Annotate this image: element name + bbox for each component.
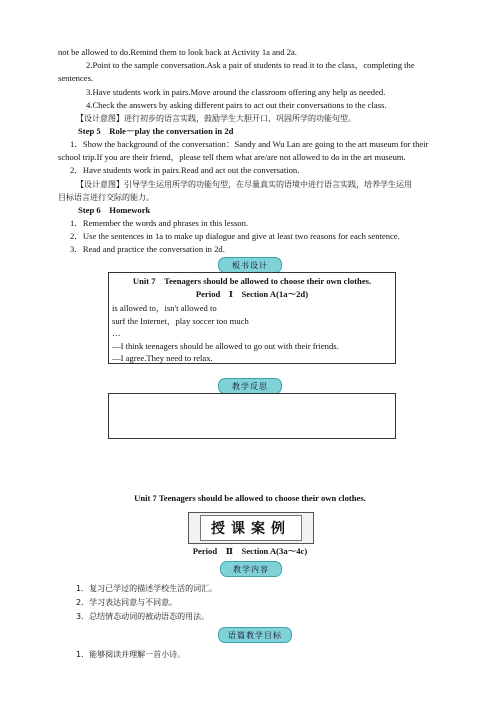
text-line: 3．Read and practice the conversation in 2d.	[70, 244, 225, 254]
text-line: 4.Check the answers by asking different pairs to act out their conversations to the class.	[86, 100, 387, 110]
teaching-reflection-box	[108, 393, 396, 439]
design-intent: 【设计意图】进行初步的语言实践，鼓励学生大胆开口，巩固所学的功能句型。	[76, 114, 356, 123]
period-heading: Period Ⅱ Section A(3a～4c)	[192, 546, 308, 556]
board-line: —I think teenagers should be allowed to go out with their friends.	[112, 341, 339, 351]
teaching-reflection-tag: 教学反思	[218, 378, 282, 394]
board-line: surf the Internet，play soccer too much	[112, 316, 249, 326]
content-item: 1．复习已学过的描述学校生活的词汇。	[76, 584, 218, 593]
board-title: Unit 7 Teenagers should be allowed to choose their own clothes.	[132, 276, 372, 286]
step-heading: Step 6 Homework	[78, 205, 151, 215]
board-line: …	[112, 328, 121, 338]
design-intent: 目标语言进行交际的能力。	[58, 193, 154, 202]
content-item: 3．总结情态动词的被动语态的用法。	[76, 612, 210, 621]
text-line: 3.Have students work in pairs.Move around the classroom offering any help as needed.	[86, 87, 386, 97]
text-line: school trip.If you are their friend，please tell them what are/are not allowed to do in the art museum.	[58, 152, 406, 162]
content-item: 2．学习表达同意与不同意。	[76, 598, 178, 607]
board-period: Period Ⅰ Section A(1a～2d)	[195, 289, 309, 299]
design-intent: 【设计意图】引导学生运用所学的功能句型，在尽量真实的语境中进行语言实践，培养学生运用	[76, 180, 412, 189]
lesson-case-banner	[188, 512, 314, 544]
text-line: not be allowed to do.Remind them to look back at Activity 1a and 2a.	[58, 47, 297, 57]
goal-item: 1．能够阅读并理解一首小诗。	[76, 650, 186, 659]
lesson-case-label: 授课案例	[200, 515, 302, 541]
unit-title: Unit 7 Teenagers should be allowed to choose their own clothes.	[134, 493, 366, 503]
step-heading: Step 5 Role－play the conversation in 2d	[78, 126, 234, 136]
board-design-tag: 板书设计	[218, 257, 282, 273]
text-line: 2.Point to the sample conversation.Ask a pair of students to read it to the class，completing the	[86, 60, 415, 70]
text-line: sentences.	[58, 73, 94, 83]
board-line: —I agree.They need to relax.	[112, 353, 213, 363]
teaching-content-tag: 教学内容	[220, 561, 282, 577]
discourse-goals-tag: 语篇教学目标	[218, 627, 292, 643]
board-line: is allowed to，isn't allowed to	[112, 303, 217, 313]
text-line: 2．Have students work in pairs.Read and act out the conversation.	[70, 165, 300, 175]
text-line: 1．Remember the words and phrases in this lesson.	[70, 218, 249, 228]
text-line: 1．Show the background of the conversation：Sandy and Wu Lan are going to the art museum for their	[70, 139, 429, 149]
text-line: 2．Use the sentences in 1a to make up dialogue and give at least two reasons for each sentence.	[70, 231, 400, 241]
